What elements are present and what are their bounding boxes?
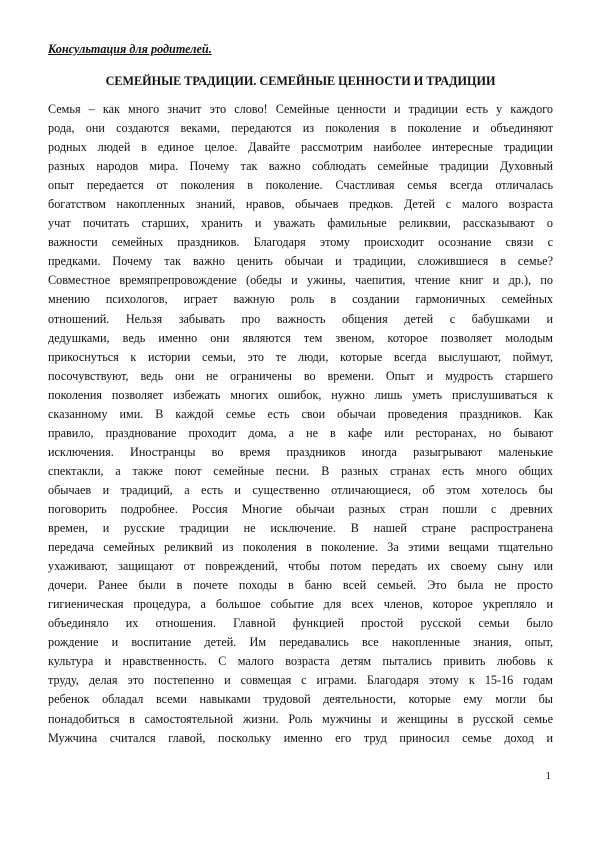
text-line: отношений. Нельзя забывать про важность общения детей с бабушками и (48, 311, 553, 326)
body-paragraph (48, 100, 553, 748)
text-line: передача семейных реликвий из поколения в поколение. За этими вещами тщательно (48, 540, 553, 555)
text-line: богатством накопленных знаний, нравов, обычаев предков. Детей с малого возраста (48, 197, 553, 212)
text-line: ухаживают, защищают от повреждений, чтобы потом передать их своему сыну или (48, 559, 553, 574)
text-line: важности семейных праздников. Благодаря этому происходит осознание связи с (48, 235, 553, 250)
text-line: дедушками, ведь именно они являются тем звеном, которое позволяет молодым (48, 330, 553, 345)
text-line: прикоснуться к истории семьи, это те люди, которые всегда выслушают, поймут, (48, 349, 553, 364)
text-line: понадобиться в самостоятельной жизни. Роль мужчины и женщины в русской семье (48, 711, 553, 726)
text-line: времен, и русские традиции не исключение. В нашей стране распространена (48, 521, 553, 536)
text-line: спектакли, а также поют семейные песни. В разных странах есть много общих (48, 463, 553, 478)
text-line: культура и нравственность. С малого возраста детям пытались привить любовь к (48, 654, 553, 669)
page-number: 1 (545, 770, 551, 782)
text-line: рождение и воспитание детей. Им передавались все накопленные знания, опыт, (48, 635, 553, 650)
text-line: Совместное времяпрепровождение (обеды и ужины, чаепития, чтение книг и др.), по (48, 273, 553, 288)
text-line: мнению психологов, играет важную роль в создании гармоничных семейных (48, 292, 553, 307)
text-line: исключения. Иностранцы во время праздников иногда разыгрывают маленькие (48, 444, 553, 459)
text-line: труду, делая это постепенно и совмещая с играми. Благодаря этому к 15-16 годам (48, 673, 553, 688)
consultation-heading: Консультация для родителей. (48, 42, 212, 56)
text-line: дочери. Ранее были в почете походы в баню всей семьей. Это была не просто (48, 578, 553, 593)
text-line: Мужчина считался главой, поскольку именно его труд приносил семье доход и (48, 730, 553, 745)
text-line: поговорить подробнее. Россия Многие обычаи разных стран пошли с древних (48, 501, 553, 516)
text-line: предками. Почему так важно ценить обычаи и традиции, сложившиеся в семье? (48, 254, 553, 269)
text-line: Семья – как много значит это слово! Семейные ценности и традиции есть у каждого (48, 102, 553, 116)
text-line: обычаев и традиций, а есть и существенно отличающиеся, об этом хотелось бы (48, 482, 553, 497)
text-line: поколения позволяет избежать многих ошибок, нужно лишь уметь прислушиваться к (48, 387, 553, 402)
page-title: СЕМЕЙНЫЕ ТРАДИЦИИ. СЕМЕЙНЫЕ ЦЕННОСТИ И ТРАДИЦИИ (105, 74, 496, 88)
text-line: разных народов мира. Почему так важно соблюдать семейные традиции Духовный (48, 159, 553, 174)
text-line: опыт передается от поколения в поколение. Счастливая семья всегда отличалась (48, 178, 553, 193)
text-line: родных людей в единое целое. Давайте рассмотрим наиболее интересные традиции (48, 140, 553, 155)
text-line: сказанному ими. В каждой семье есть свои обычаи проведения праздников. Как (48, 406, 553, 421)
text-line: правило, празднование проходит дома, а не в кафе или ресторанах, но бывают (48, 425, 553, 440)
text-line: рода, они создаются веками, передаются из поколения в поколение и объединяют (48, 121, 553, 136)
text-line: гигиеническая процедура, а большое событие для всех членов, которое укрепляло и (48, 597, 553, 612)
text-line: учат почитать старших, хранить и уважать фамильные реликвии, рассказывают о (48, 216, 553, 231)
text-line: объединяло их отношения. Главной функцией простой русской семьи было (48, 616, 553, 631)
text-line: ребенок обладал всеми навыками трудовой деятельности, которые ему могли бы (48, 692, 553, 707)
text-line: посочувствуют, ведь они не ограничены во времени. Опыт и мудрость старшего (48, 368, 553, 383)
